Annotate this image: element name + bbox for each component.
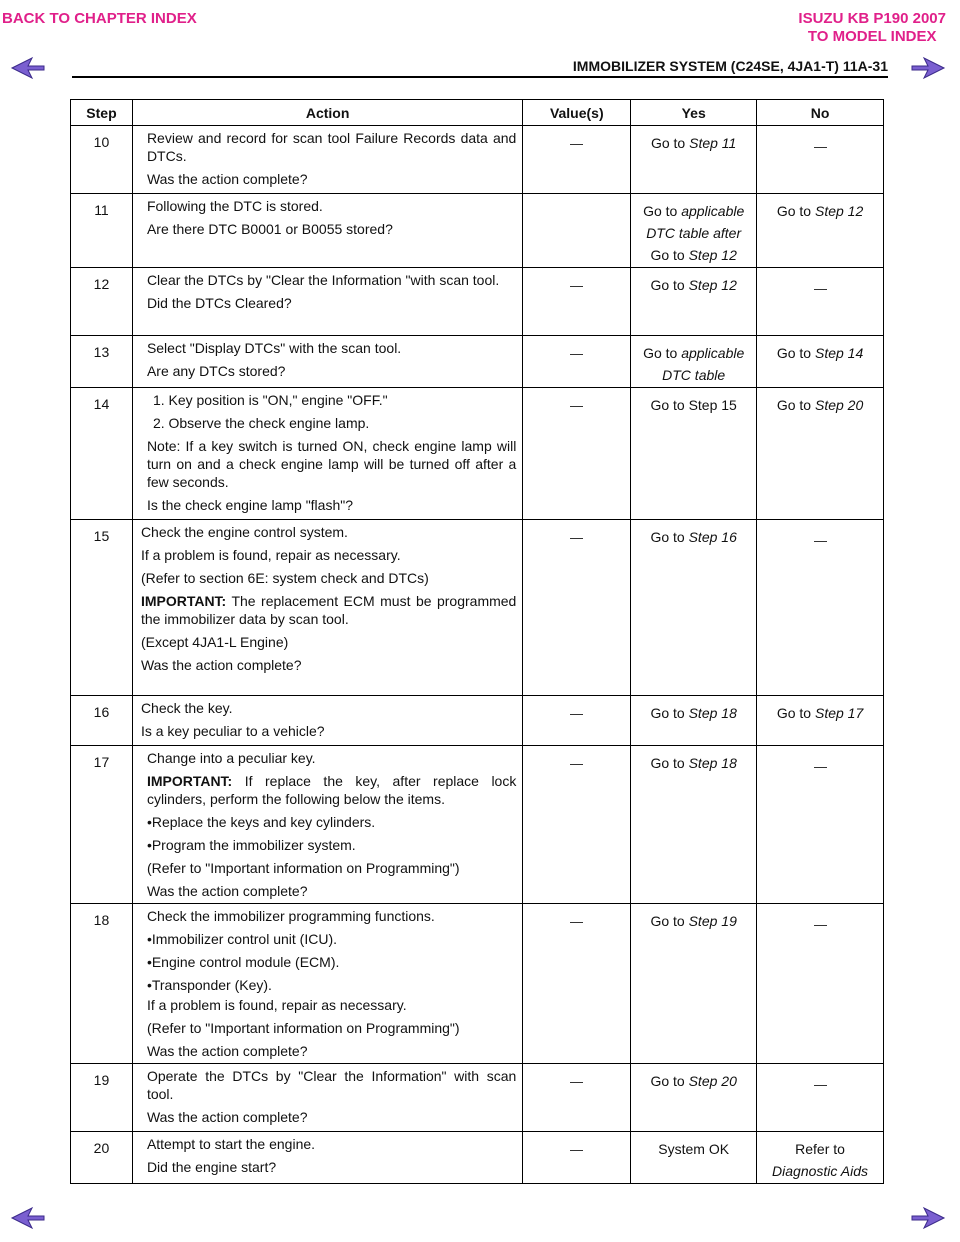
- yes-prefix: Go to: [650, 755, 689, 771]
- bullet-item: • Replace the keys and key cylinders.: [147, 813, 516, 831]
- dash-icon: [814, 767, 827, 768]
- action-question: Was the action complete?: [146, 883, 308, 899]
- diagnostic-table: [70, 99, 884, 1184]
- yes-step-link[interactable]: Step 18: [688, 705, 737, 721]
- action-question: Was the action complete?: [146, 171, 308, 187]
- table-row: [71, 696, 884, 746]
- dash-icon: [814, 147, 827, 148]
- yes-prefix: Go to: [650, 1073, 689, 1089]
- yes-cell: [631, 336, 757, 388]
- action-question: Are any DTCs stored?: [146, 363, 286, 379]
- no-cell: [757, 388, 884, 520]
- page-header-title: IMMOBILIZER SYSTEM (C24SE, 4JA1-T) 11A-31: [572, 58, 888, 74]
- action-text: (Refer to "Important information on Programming"): [146, 1020, 460, 1036]
- model-name-label: ISUZU KB P190 2007: [798, 10, 946, 27]
- no-step-link[interactable]: Step 20: [814, 397, 864, 413]
- no-cell: [757, 746, 884, 904]
- value-cell: [523, 194, 631, 268]
- yes-prefix: Go to: [650, 913, 689, 929]
- no-step-link[interactable]: Step 12: [814, 203, 864, 219]
- next-page-arrow-icon[interactable]: [910, 56, 946, 80]
- yes-step-link[interactable]: Step 16: [688, 529, 737, 545]
- bullet-item: • Program the immobilizer system.: [147, 836, 516, 854]
- yes-step-link[interactable]: Step 20: [688, 1073, 737, 1089]
- yes-cell: [631, 268, 757, 336]
- table-row: [71, 520, 884, 696]
- action-cell: [132, 194, 522, 268]
- action-note: Note: If a key switch is turned ON, check engine lamp will turn on and a check engine lamp will be turned off after a few seconds.: [146, 438, 517, 490]
- important-text: The replacement ECM must be programmed the immobilizer data by scan tool.: [140, 593, 517, 627]
- step-number: 13: [71, 336, 133, 388]
- dash-icon: [570, 538, 583, 539]
- step-number: 12: [71, 268, 133, 336]
- action-text: (Refer to section 6E: system check and DTCs): [140, 570, 429, 586]
- dash-icon: [570, 286, 583, 287]
- value-cell: [523, 1064, 631, 1132]
- value-cell: [523, 1132, 631, 1184]
- action-text: Check the immobilizer programming functions.: [146, 908, 435, 924]
- action-question: Was the action complete?: [146, 1109, 308, 1125]
- action-cell: [132, 388, 522, 520]
- yes-dtc-table-after: DTC table after: [646, 225, 742, 241]
- yes-step-link[interactable]: Step 12: [688, 247, 737, 263]
- yes-prefix: Go to: [650, 705, 689, 721]
- no-diagnostic-aids-link[interactable]: Diagnostic Aids: [772, 1163, 869, 1179]
- no-cell: [757, 520, 884, 696]
- yes-cell: [631, 1132, 757, 1184]
- important-text: If replace the key, after replace lock cylinders, perform the following below the items.: [146, 773, 517, 807]
- important-label: IMPORTANT:: [140, 593, 227, 609]
- action-step-1: 1. Key position is "ON," engine "OFF.": [152, 392, 388, 408]
- yes-result: System OK: [658, 1141, 730, 1157]
- table-row: [71, 388, 884, 520]
- yes-applicable-link[interactable]: applicable: [681, 203, 745, 219]
- yes-prefix: Go to: [643, 203, 682, 219]
- yes-step-link[interactable]: Step 19: [688, 913, 737, 929]
- action-cell: [132, 1132, 522, 1184]
- no-prefix: Go to: [776, 705, 815, 721]
- dash-icon: [814, 925, 827, 926]
- yes-prefix-2: Go to: [650, 247, 689, 263]
- yes-dtc-table: DTC table: [662, 367, 726, 383]
- table-row: [71, 746, 884, 904]
- yes-cell: [631, 388, 757, 520]
- yes-prefix: Go to: [650, 135, 690, 151]
- table-row: [71, 1132, 884, 1184]
- dash-icon: [570, 354, 583, 355]
- step-number: 10: [71, 126, 133, 194]
- dash-icon: [570, 144, 583, 145]
- dash-icon: [570, 922, 583, 923]
- to-model-index-link[interactable]: [798, 10, 946, 46]
- dash-icon: [570, 406, 583, 407]
- table-row: [71, 268, 884, 336]
- action-important: [141, 592, 516, 628]
- dash-icon: [570, 1082, 583, 1083]
- action-question: Did the engine start?: [146, 1159, 277, 1175]
- action-text: Change into a peculiar key.: [146, 750, 316, 766]
- bullet-item: • Engine control module (ECM).: [147, 953, 516, 971]
- bullet-item: • Transponder (Key).: [147, 976, 516, 994]
- action-text: Review and record for scan tool Failure Records data and DTCs.: [146, 130, 517, 164]
- value-cell: [523, 696, 631, 746]
- action-text: (Refer to "Important information on Programming"): [146, 860, 460, 876]
- next-page-arrow-icon-bottom[interactable]: [910, 1206, 946, 1230]
- table-row: [71, 1064, 884, 1132]
- action-cell: [132, 746, 522, 904]
- step-number: 18: [71, 904, 133, 1064]
- no-cell: [757, 336, 884, 388]
- step-number: 11: [71, 194, 133, 268]
- header-step: Step: [71, 100, 133, 126]
- action-cell: [132, 1064, 522, 1132]
- action-cell: [132, 520, 522, 696]
- value-cell: [523, 746, 631, 904]
- yes-step-link[interactable]: Step 12: [688, 277, 737, 293]
- bullet-item: • Immobilizer control unit (ICU).: [147, 930, 516, 948]
- value-cell: [523, 520, 631, 696]
- step-number: 17: [71, 746, 133, 904]
- header-no: No: [757, 100, 884, 126]
- dash-icon: [814, 541, 827, 542]
- step-number: 15: [71, 520, 133, 696]
- value-cell: [523, 268, 631, 336]
- header-action: Action: [132, 100, 522, 126]
- important-label: IMPORTANT:: [146, 773, 233, 789]
- action-text: If a problem is found, repair as necessary.: [140, 547, 401, 563]
- value-cell: [523, 126, 631, 194]
- model-index-label: TO MODEL INDEX: [807, 28, 937, 45]
- previous-page-arrow-icon-bottom[interactable]: [10, 1206, 46, 1230]
- action-text: Attempt to start the engine.: [146, 1136, 316, 1152]
- action-cell: [132, 336, 522, 388]
- no-prefix: Go to: [776, 345, 815, 361]
- yes-applicable-link[interactable]: applicable: [681, 345, 745, 361]
- action-text: If a problem is found, repair as necessary.: [146, 997, 407, 1013]
- no-cell: [757, 194, 884, 268]
- no-prefix: Go to: [776, 203, 815, 219]
- dash-icon: [814, 1085, 827, 1086]
- action-question: Was the action complete?: [146, 1043, 308, 1059]
- no-cell: [757, 696, 884, 746]
- back-to-chapter-index-link[interactable]: BACK TO CHAPTER INDEX: [2, 10, 197, 27]
- action-question: Is a key peculiar to a vehicle?: [140, 723, 325, 739]
- action-cell: [132, 126, 522, 194]
- action-question: Did the DTCs Cleared?: [146, 295, 292, 311]
- yes-prefix: Go to: [643, 345, 682, 361]
- no-cell: [757, 1064, 884, 1132]
- action-question: Are there DTC B0001 or B0055 stored?: [146, 221, 393, 237]
- header-divider: [72, 76, 888, 78]
- yes-cell: [631, 126, 757, 194]
- no-cell: [757, 126, 884, 194]
- previous-page-arrow-icon[interactable]: [10, 56, 46, 80]
- action-important: [147, 772, 516, 808]
- value-cell: [523, 336, 631, 388]
- no-step-link[interactable]: Step 17: [814, 705, 864, 721]
- no-refer-to: Refer to: [795, 1141, 845, 1157]
- table-header-row: [71, 100, 884, 126]
- yes-step-link[interactable]: Go to Step 15: [650, 397, 737, 413]
- table-row: [71, 904, 884, 1064]
- no-prefix: Go to: [776, 397, 815, 413]
- dash-icon: [570, 764, 583, 765]
- dash-icon: [570, 714, 583, 715]
- action-cell: [132, 904, 522, 1064]
- action-question: Was the action complete?: [140, 657, 302, 673]
- action-text: Operate the DTCs by "Clear the Information" with scan tool.: [146, 1068, 517, 1102]
- yes-cell: [631, 696, 757, 746]
- table-row: [71, 336, 884, 388]
- no-cell: [757, 904, 884, 1064]
- step-number: 19: [71, 1064, 133, 1132]
- no-step-link[interactable]: Step 14: [814, 345, 864, 361]
- yes-prefix: Go to: [650, 529, 689, 545]
- action-text: (Except 4JA1-L Engine): [140, 634, 289, 650]
- table-row: [71, 126, 884, 194]
- action-text: Clear the DTCs by "Clear the Information "with scan tool.: [146, 272, 500, 288]
- value-cell: [523, 904, 631, 1064]
- action-text: Check the key.: [140, 700, 233, 716]
- value-cell: [523, 388, 631, 520]
- action-cell: [132, 696, 522, 746]
- no-cell: [757, 1132, 884, 1184]
- step-number: 20: [71, 1132, 133, 1184]
- yes-step-link[interactable]: Step 11: [689, 135, 737, 151]
- yes-cell: [631, 194, 757, 268]
- yes-prefix: Go to: [650, 277, 689, 293]
- action-cell: [132, 268, 522, 336]
- header-value: Value(s): [523, 100, 631, 126]
- yes-cell: [631, 746, 757, 904]
- yes-cell: [631, 1064, 757, 1132]
- action-step-2: 2. Observe the check engine lamp.: [152, 415, 370, 431]
- dash-icon: [570, 1150, 583, 1151]
- no-cell: [757, 268, 884, 336]
- yes-cell: [631, 904, 757, 1064]
- step-number: 14: [71, 388, 133, 520]
- table-row: [71, 194, 884, 268]
- action-text: Following the DTC is stored.: [146, 198, 323, 214]
- dash-icon: [814, 289, 827, 290]
- action-text: Select "Display DTCs" with the scan tool.: [146, 340, 402, 356]
- yes-step-link[interactable]: Step 18: [688, 755, 737, 771]
- yes-cell: [631, 520, 757, 696]
- action-text: Check the engine control system.: [140, 524, 348, 540]
- header-yes: Yes: [631, 100, 757, 126]
- step-number: 16: [71, 696, 133, 746]
- action-question: Is the check engine lamp "flash"?: [146, 497, 353, 513]
